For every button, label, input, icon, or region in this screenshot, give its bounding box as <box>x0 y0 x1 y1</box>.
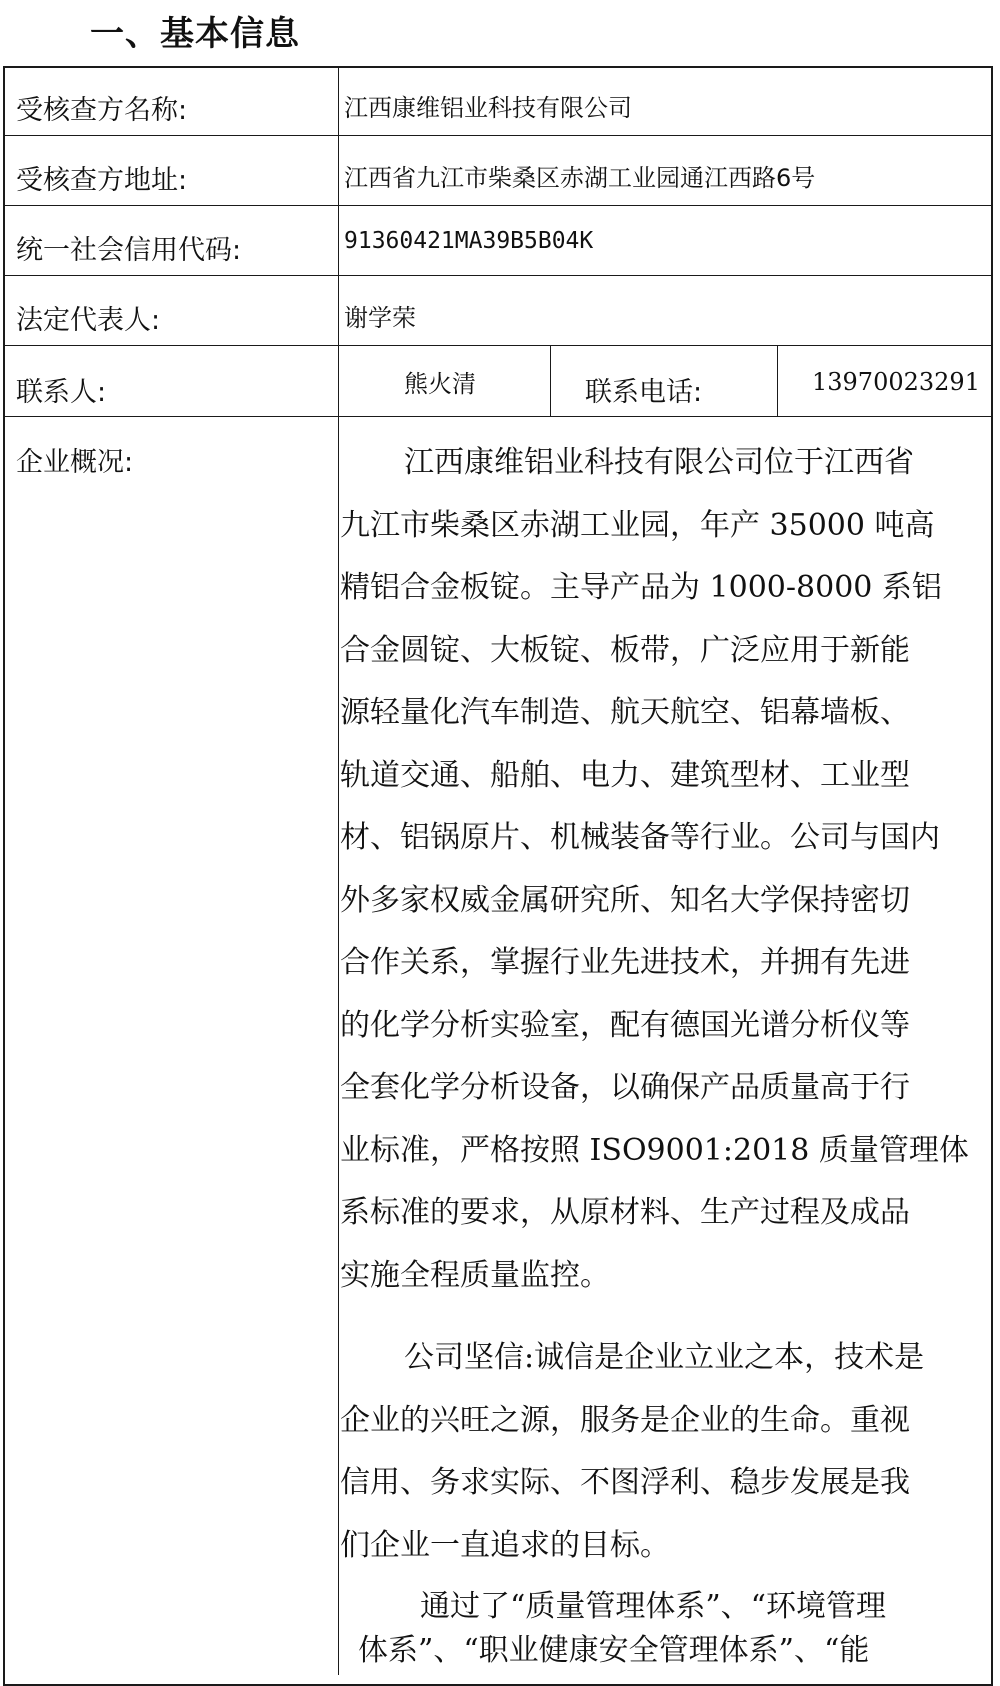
paragraph-line: 全套化学分析设备，以确保产品质量高于行 <box>340 1070 910 1105</box>
company-name-value: 江西康维铝业科技有限公司 <box>344 94 632 122</box>
overview-paragraph-1 <box>340 432 980 1307</box>
paragraph-line: 业标准，严格按照 ISO9001:2018 质量管理体 <box>340 1132 969 1168</box>
paragraph-line: 们企业一直追求的目标。 <box>340 1527 670 1563</box>
credit-code-label: 统一社会信用代码: <box>16 235 242 266</box>
paragraph-line: 公司坚信:诚信是企业立业之本，技术是 <box>404 1340 925 1375</box>
overview-paragraph-2 <box>340 1327 980 1577</box>
paragraph-line: 外多家权威金属研究所、知名大学保持密切 <box>340 882 910 918</box>
paragraph-line: 体系”、“职业健康安全管理体系”、“能 <box>358 1633 870 1668</box>
paragraph-line: 实施全程质量监控。 <box>340 1257 610 1293</box>
paragraph-line: 合金圆锭、大板锭、板带，广泛应用于新能 <box>340 632 910 668</box>
overview-label: 企业概况: <box>16 447 134 478</box>
paragraph-line: 材、铝锅原片、机械装备等行业。公司与国内 <box>340 820 940 855</box>
paragraph-line: 轨道交通、船舶、电力、建筑型材、工业型 <box>340 757 910 793</box>
paragraph-line: 江西康维铝业科技有限公司位于江西省 <box>404 445 914 480</box>
contact-value: 熊火清 <box>404 370 476 398</box>
address-value: 江西省九江市柴桑区赤湖工业园通江西路6号 <box>344 164 816 192</box>
paragraph-line: 源轻量化汽车制造、航天航空、铝幕墙板、 <box>340 695 910 730</box>
paragraph-line: 通过了“质量管理体系”、“环境管理 <box>420 1589 887 1624</box>
paragraph-line: 系标准的要求，从原材料、生产过程及成品 <box>340 1195 910 1230</box>
paragraph-line: 九江市柴桑区赤湖工业园，年产 35000 吨高 <box>340 507 935 543</box>
phone-value: 13970023291 <box>812 368 980 396</box>
paragraph-line: 企业的兴旺之源，服务是企业的生命。重视 <box>340 1402 910 1438</box>
paragraph-line: 信用、务求实际、不图浮利、稳步发展是我 <box>340 1465 910 1500</box>
section-title: 一、基本信息 <box>90 14 300 54</box>
paragraph-line: 精铝合金板锭。主导产品为 1000-8000 系铝 <box>340 570 942 605</box>
company-name-label: 受核查方名称: <box>16 95 188 126</box>
overview-paragraph-3 <box>350 1585 990 1673</box>
contact-label: 联系人: <box>16 377 107 408</box>
paragraph-line: 的化学分析实验室，配有德国光谱分析仪等 <box>340 1007 910 1043</box>
address-label: 受核查方地址: <box>16 165 188 196</box>
legal-rep-value: 谢学荣 <box>344 304 416 332</box>
legal-rep-label: 法定代表人: <box>16 305 161 336</box>
contact-divider-1 <box>550 346 551 417</box>
phone-label: 联系电话: <box>585 377 703 408</box>
contact-divider-2 <box>777 346 778 417</box>
credit-code-value: 91360421MA39B5B04K <box>344 228 594 254</box>
column-divider <box>338 66 339 1675</box>
paragraph-line: 合作关系，掌握行业先进技术，并拥有先进 <box>340 945 910 980</box>
